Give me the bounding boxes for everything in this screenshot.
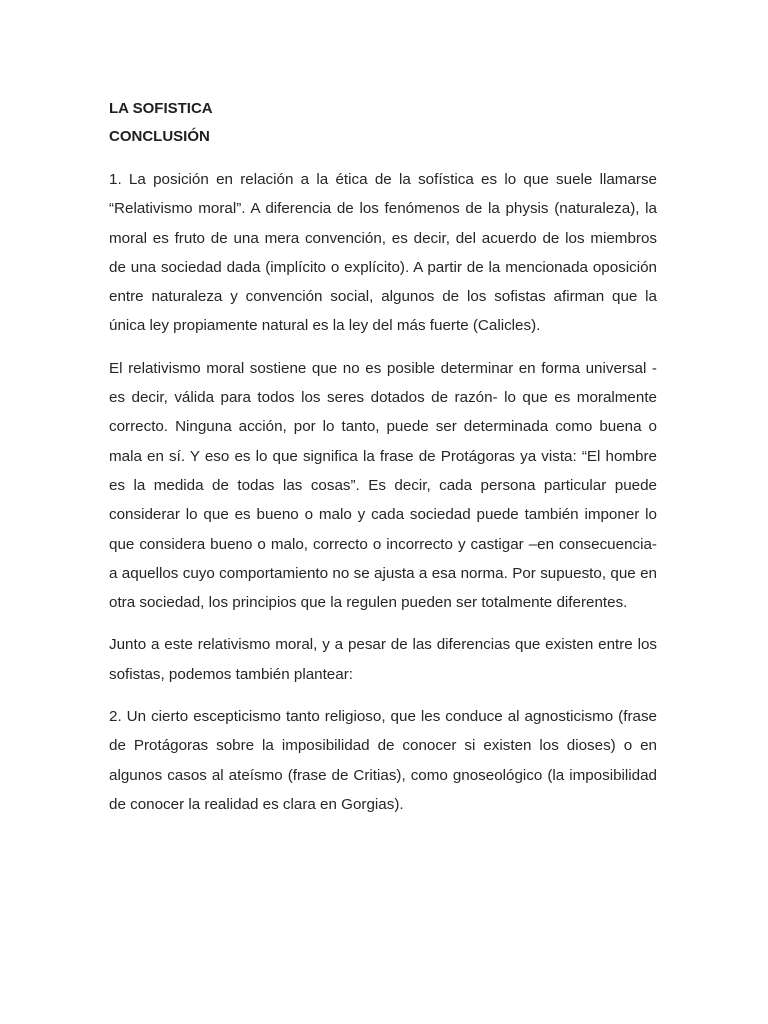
document-title: LA SOFISTICA	[109, 100, 213, 117]
paragraph-transicion: Junto a este relativismo moral, y a pesar de las diferencias que existen entre los sofistas, podemos también plantear:	[109, 636, 657, 683]
document-page	[109, 97, 657, 819]
section-heading: CONCLUSIÓN	[109, 128, 210, 145]
paragraph-relativismo-moral: 1. La posición en relación a la ética de la sofística es lo que suele llamarse “Relativismo moral”. A diferencia de los fenómenos de la physis (naturaleza), la moral es fruto de una mera convención, es decir, del acuerdo de los miembros de una sociedad dada (implícito o explícito). A partir de la mencionada oposición entre naturaleza y convención social, algunos de los sofistas afirman que la única ley propiamente natural es la ley del más fuerte (Calicles).	[109, 171, 657, 335]
paragraph-escepticismo: 2. Un cierto escepticismo tanto religioso, que les conduce al agnosticismo (frase de Protágoras sobre la imposibilidad de conocer si existen los dioses) o en algunos casos al ateísmo (frase de Critias), como gnoseológico (la imposibilidad de conocer la realidad es clara en Gorgias).	[109, 708, 657, 813]
paragraph-relativismo-explicacion: El relativismo moral sostiene que no es posible determinar en forma universal - es decir, válida para todos los seres dotados de razón- lo que es moralmente correcto. Ninguna acción, por lo tanto, puede ser determinada como buena o mala en sí. Y eso es lo que significa la frase de Protágoras ya vista: “El hombre es la medida de todas las cosas”. Es decir, cada persona particular puede considerar lo que es bueno o malo y cada sociedad puede también imponer lo que considera bueno o malo, correcto o incorrecto y castigar –en consecuencia- a aquellos cuyo comportamiento no se ajusta a esa norma. Por supuesto, que en otra sociedad, los principios que la regulen pueden ser totalmente diferentes.	[109, 359, 657, 612]
